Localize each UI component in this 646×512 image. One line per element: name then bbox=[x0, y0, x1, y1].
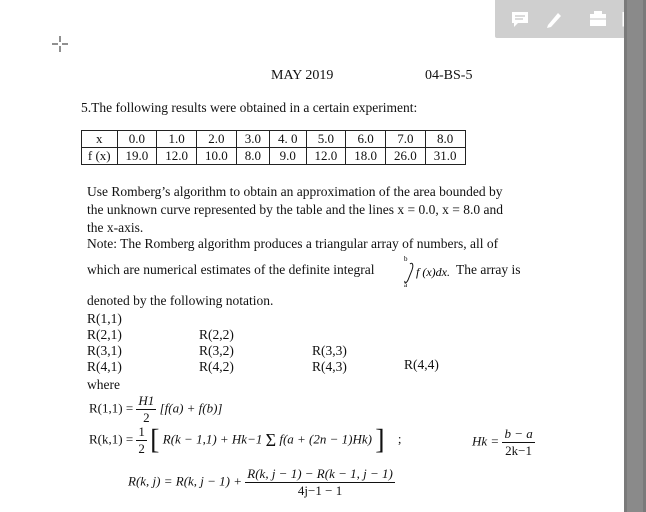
formula-rkj-lhs: R(k, j) = R(k, j − 1) + bbox=[128, 473, 243, 489]
formula-r11-fraction bbox=[136, 393, 156, 426]
array-r32: R(3,2) bbox=[199, 343, 234, 358]
table-row bbox=[82, 148, 466, 165]
left-bracket: [ bbox=[150, 424, 160, 456]
formula-hk-lhs: Hk = bbox=[472, 433, 500, 449]
formula-rk1-body: R(k − 1,1) + Hk−1 bbox=[162, 431, 263, 447]
note-line-1: Note: The Romberg algorithm produces a triangular array of numbers, all of bbox=[87, 236, 499, 251]
row-f-label: f (x) bbox=[82, 148, 118, 165]
array-r41: R(4,1) bbox=[87, 359, 122, 374]
exam-code: 04-BS-5 bbox=[425, 68, 473, 83]
question-intro: 5.The following results were obtained in a certain experiment: bbox=[81, 100, 418, 115]
table-cell: 3.0 bbox=[236, 131, 269, 148]
integral-symbol bbox=[402, 252, 460, 288]
table-cell: 10.0 bbox=[197, 148, 237, 165]
note-line-2a: which are numerical estimates of the definite integral bbox=[87, 262, 375, 277]
comment-icon[interactable] bbox=[509, 8, 531, 30]
formula-rk1-den: 2 bbox=[138, 441, 145, 456]
formula-rk1-sum: f(a + (2n − 1)Hk) bbox=[279, 431, 372, 447]
formula-rkj-den: 4j−1 − 1 bbox=[297, 483, 343, 498]
formula-hk-den: 2k−1 bbox=[505, 443, 532, 458]
formula-rkj-fraction bbox=[245, 466, 395, 499]
vertical-scrollbar[interactable] bbox=[624, 0, 646, 512]
formula-rk1-semicolon: ; bbox=[397, 431, 402, 447]
table-cell: 4. 0 bbox=[270, 131, 307, 148]
where-label: where bbox=[87, 377, 120, 392]
table-cell: 19.0 bbox=[117, 148, 157, 165]
table-cell: 1.0 bbox=[157, 131, 197, 148]
note-line-2b: The array is bbox=[456, 262, 521, 277]
table-cell: 8.0 bbox=[425, 131, 465, 148]
svg-text:b: b bbox=[404, 255, 408, 263]
right-bracket: ] bbox=[375, 424, 385, 456]
sum-symbol: Σ bbox=[265, 430, 277, 450]
formula-r11-lhs: R(1,1) = bbox=[89, 400, 134, 416]
pen-icon[interactable] bbox=[543, 8, 565, 30]
table-cell: 8.0 bbox=[236, 148, 269, 165]
array-r11: R(1,1) bbox=[87, 311, 122, 326]
formula-r11-rhs: [f(a) + f(b)] bbox=[159, 400, 223, 416]
stamp-icon[interactable] bbox=[587, 8, 609, 30]
body-line-1: Use Romberg’s algorithm to obtain an approximation of the area bounded by bbox=[87, 184, 503, 199]
array-r22: R(2,2) bbox=[199, 327, 234, 342]
formula-hk-fraction bbox=[502, 426, 534, 459]
formula-rk1-num: 1 bbox=[138, 424, 145, 439]
table-row bbox=[82, 131, 466, 148]
body-line-2: the unknown curve represented by the table and the lines x = 0.0, x = 8.0 and bbox=[87, 202, 503, 217]
table-cell: 9.0 bbox=[270, 148, 307, 165]
row-x-label: x bbox=[82, 131, 118, 148]
crosshair-cursor-icon bbox=[52, 36, 68, 52]
formula-rk1-fraction bbox=[136, 424, 147, 457]
table-cell: 0.0 bbox=[117, 131, 157, 148]
formula-r11-num: H1 bbox=[138, 393, 155, 408]
note-line-3: denoted by the following notation. bbox=[87, 293, 274, 308]
array-r33: R(3,3) bbox=[312, 343, 347, 358]
body-line-3: the x-axis. bbox=[87, 220, 144, 235]
formula-rkj bbox=[128, 466, 395, 499]
svg-text:a: a bbox=[404, 281, 408, 288]
formula-hk-num: b − a bbox=[504, 426, 533, 441]
scrollbar-thumb[interactable] bbox=[627, 0, 643, 512]
array-r42: R(4,2) bbox=[199, 359, 234, 374]
table-cell: 2.0 bbox=[197, 131, 237, 148]
array-r21: R(2,1) bbox=[87, 327, 122, 342]
table-cell: 7.0 bbox=[386, 131, 426, 148]
formula-rkj-num: R(k, j − 1) − R(k − 1, j − 1) bbox=[247, 466, 393, 481]
array-r31: R(3,1) bbox=[87, 343, 122, 358]
formula-r11-den: 2 bbox=[143, 410, 150, 425]
formula-rk1-lhs: R(k,1) = bbox=[89, 431, 134, 447]
formula-hk bbox=[472, 426, 535, 459]
table-cell: 31.0 bbox=[425, 148, 465, 165]
formula-r11 bbox=[89, 393, 223, 426]
table-cell: 6.0 bbox=[346, 131, 386, 148]
array-r43: R(4,3) bbox=[312, 359, 347, 374]
table-cell: 5.0 bbox=[306, 131, 346, 148]
array-r44: R(4,4) bbox=[404, 357, 439, 372]
table-cell: 26.0 bbox=[386, 148, 426, 165]
table-cell: 12.0 bbox=[157, 148, 197, 165]
svg-text:f (x)dx.: f (x)dx. bbox=[416, 265, 450, 279]
formula-rk1 bbox=[89, 424, 401, 457]
data-table bbox=[81, 130, 466, 165]
exam-date: MAY 2019 bbox=[271, 68, 334, 83]
table-cell: 18.0 bbox=[346, 148, 386, 165]
table-cell: 12.0 bbox=[306, 148, 346, 165]
